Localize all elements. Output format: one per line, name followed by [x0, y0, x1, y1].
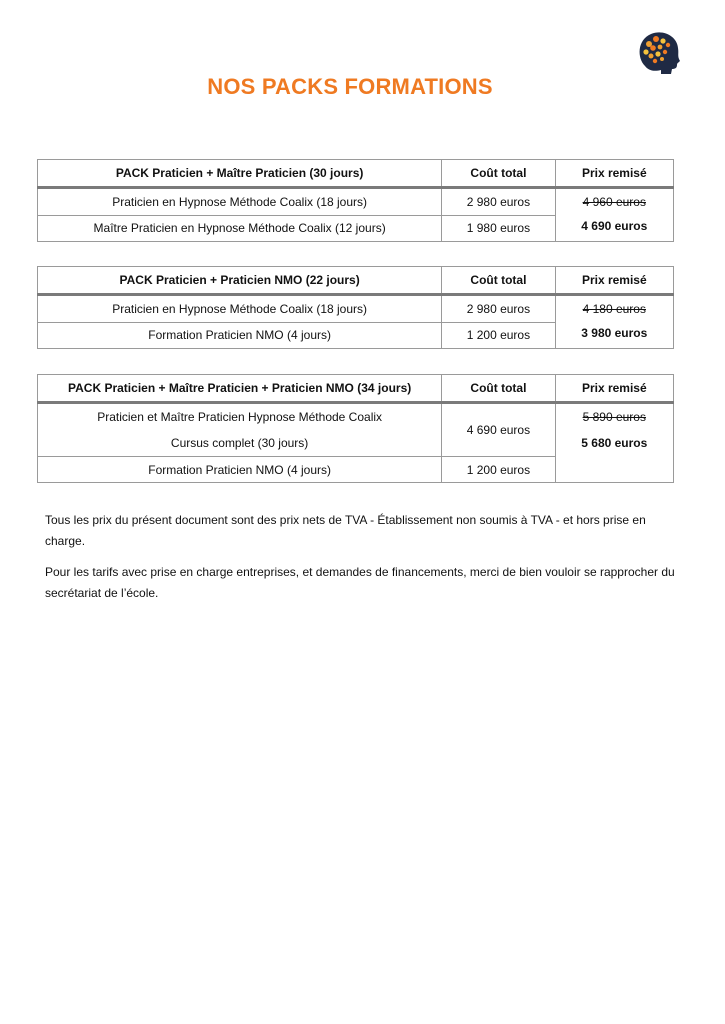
notes [45, 510, 685, 614]
course-cost: 1 980 euros [442, 215, 555, 242]
head-brain-logo-icon [633, 26, 683, 76]
cost-header: Coût total [442, 267, 555, 295]
discount-header: Prix remisé [555, 375, 673, 403]
course-name: Praticien et Maître Praticien Hypnose Méthode Coalix [97, 410, 383, 424]
pack-title: PACK Praticien + Maître Praticien (30 jours) [38, 160, 442, 188]
course-cost: 2 980 euros [442, 188, 555, 216]
discount-cell [555, 188, 673, 242]
table-row [38, 188, 674, 216]
table-row [38, 295, 674, 323]
old-price: 4 180 euros [582, 302, 646, 316]
discount-cell [555, 295, 673, 349]
course-cost: 2 980 euros [442, 295, 555, 323]
cost-header: Coût total [442, 160, 555, 188]
new-price: 4 690 euros [581, 219, 648, 233]
new-price: 3 980 euros [581, 326, 648, 340]
course-name: Formation Praticien NMO (4 jours) [38, 457, 442, 483]
course-cost: 1 200 euros [442, 322, 555, 349]
pack-title: PACK Praticien + Maître Praticien + Praticien NMO (34 jours) [38, 375, 442, 403]
course-name-multiline [38, 403, 442, 457]
discount-header: Prix remisé [555, 267, 673, 295]
discount-header: Prix remisé [555, 160, 673, 188]
course-name: Formation Praticien NMO (4 jours) [38, 322, 442, 349]
table-row [38, 403, 674, 457]
pack-title: PACK Praticien + Praticien NMO (22 jours) [38, 267, 442, 295]
vat-note: Tous les prix du présent document sont des prix nets de TVA - Établissement non soumis à TVA - et hors prise en charge. [45, 513, 646, 548]
pack-table-1 [37, 159, 674, 242]
course-cost: 1 200 euros [442, 457, 555, 483]
course-subtitle: Cursus complet (30 jours) [170, 436, 309, 450]
funding-note: Pour les tarifs avec prise en charge entreprises, et demandes de financements, merci de bien vouloir se rapprocher du secrétariat de l’école. [45, 565, 675, 600]
old-price: 5 890 euros [582, 410, 646, 424]
new-price: 5 680 euros [581, 436, 648, 450]
pack-table-2 [37, 266, 674, 349]
cost-header: Coût total [442, 375, 555, 403]
course-name: Praticien en Hypnose Méthode Coalix (18 jours) [38, 295, 442, 323]
discount-cell [555, 403, 673, 483]
page-title: NOS PACKS FORMATIONS [207, 74, 493, 99]
course-name: Praticien en Hypnose Méthode Coalix (18 jours) [38, 188, 442, 216]
course-name: Maître Praticien en Hypnose Méthode Coalix (12 jours) [38, 215, 442, 242]
course-cost: 4 690 euros [442, 403, 555, 457]
pack-table-3 [37, 374, 674, 483]
old-price: 4 960 euros [582, 195, 646, 209]
